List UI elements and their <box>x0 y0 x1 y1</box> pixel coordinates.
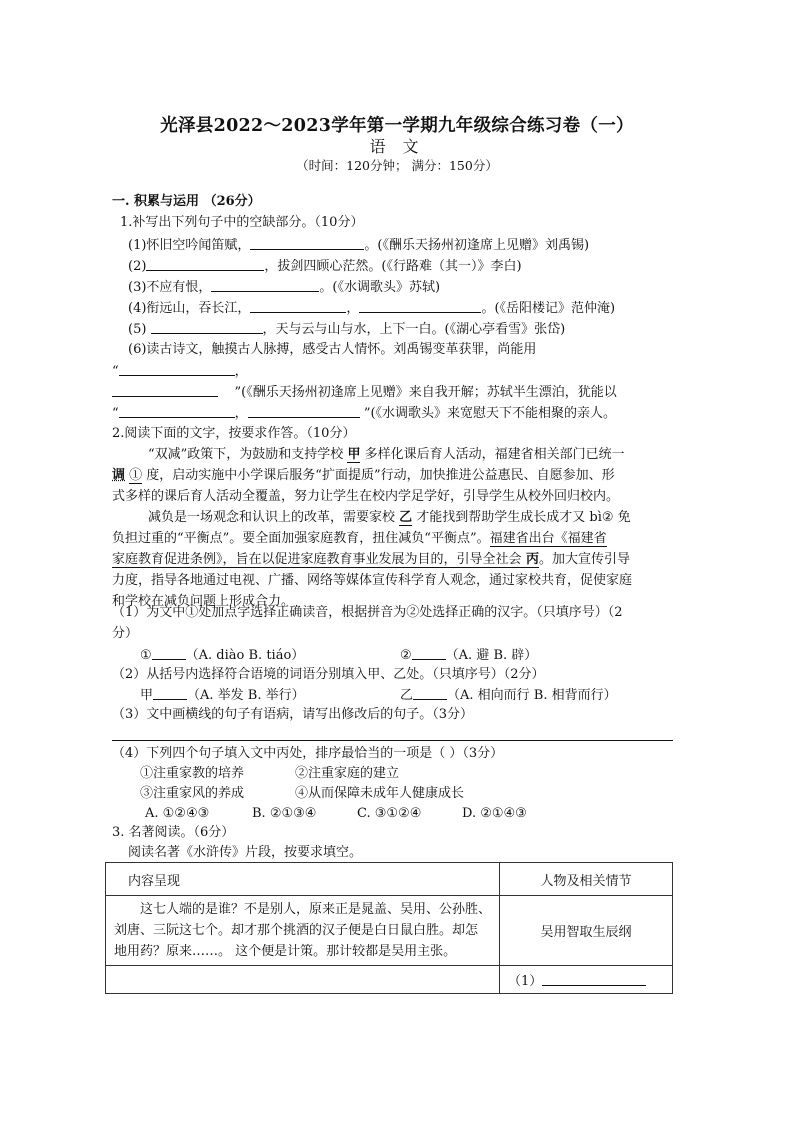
answer-blank[interactable] <box>151 320 263 334</box>
q2-sub1-stem-cont: 分） <box>112 626 139 641</box>
table-cell-excerpt <box>106 896 500 966</box>
answer-blank[interactable] <box>153 686 187 700</box>
dotted-char-diao: 调 <box>112 468 126 483</box>
excerpt-line: 刘唐、三阮这七个。却才那个挑酒的汉子便是白日鼠白胜。却怎 <box>114 923 479 938</box>
passage-text: 负担过重的“平衡点”。要全面加强家庭教育，扭住减负“平衡点”。 <box>112 531 490 546</box>
q1-l5-source: ，天与云与山与水，上下一白。(《湖心亭看雪》张岱) <box>262 322 566 337</box>
q1-l2-text: (2) <box>128 259 147 274</box>
option-choices: （A. 相向而行 B. 相背而行） <box>447 688 617 703</box>
table-row <box>106 966 673 994</box>
q1-l4-text: (4)衔远山，吞长江， <box>128 301 251 316</box>
q3-intro: 阅读名著《水浒传》片段，按要求填空。 <box>128 845 363 860</box>
option-choices: （A. 避 B. 辟） <box>445 648 538 663</box>
q2-sub1-options-2 <box>400 646 537 665</box>
table-row <box>106 896 673 966</box>
q2-sub3-stem: （3）文中画横线的句子有语病，请写出修改后的句子。（3分） <box>112 707 474 722</box>
answer-blank[interactable] <box>248 404 360 418</box>
excerpt-line: 地用药？原来……。 这个便是计策。那计较都是吴用主张。 <box>114 944 457 959</box>
passage-text: 度，启动实施中小学课后服务“扩面提质”行动，加快推进公益惠民、自愿参加、形 <box>142 468 615 483</box>
q2-sub1-options <box>140 646 304 665</box>
q2-sub4-item-4: ④从而保障未成年人健康成长 <box>295 786 465 801</box>
answer-blank[interactable] <box>152 646 186 660</box>
exam-title: 光泽县2022～2023学年第一学期九年级综合练习卷（一） <box>160 116 634 136</box>
answer-blank[interactable] <box>412 646 446 660</box>
q1-l3-text: (3)不应有恨， <box>128 280 212 295</box>
answer-blank[interactable] <box>250 236 364 250</box>
passage-text: 减负是一场观念和认识上的改革，需要家校 <box>148 510 400 525</box>
q2-p2-line-3 <box>112 551 630 569</box>
option-label: ① <box>140 648 152 663</box>
answer-blank[interactable] <box>542 972 646 986</box>
q2-p1-line-2 <box>112 467 615 485</box>
open-quote: “ <box>112 364 119 379</box>
table-cell-answer <box>500 966 673 994</box>
q1-line-3 <box>128 278 440 297</box>
table-header-content: 内容呈现 <box>106 863 500 896</box>
q2-sub4-item-2: ②注重家庭的建立 <box>295 766 400 781</box>
passage-text: 多样化课后育人活动，福建省相关部门已统一 <box>360 447 625 462</box>
q2-stem: 2.阅读下面的文字，按要求作答。（10分） <box>112 426 356 441</box>
option-choices: （A. diào B. tiáo） <box>185 648 305 663</box>
answer-blank[interactable] <box>413 686 447 700</box>
mark-bing: 丙 <box>521 552 540 567</box>
q2-sub1-stem: （1）为文中①处加点字选择正确读音，根据拼音为②处选择正确的汉字。（只填序号）（2 <box>112 605 623 620</box>
q1-line-4 <box>128 299 615 318</box>
q1-l5-text: (5) <box>128 322 151 337</box>
q1-line-2 <box>128 257 522 276</box>
q2-sub4-option-d: D. ②①④③ <box>462 806 527 821</box>
q1-line-9 <box>112 404 616 423</box>
exam-subject: 语 文 <box>369 137 425 156</box>
table-header-plot: 人物及相关情节 <box>500 863 673 896</box>
q2-p1-line-1 <box>148 446 625 464</box>
q2-p1-line-3: 式多样的课后育人活动全覆盖，努力让学生在校内学足学好，引导学生从校外回归校内。 <box>112 489 620 504</box>
q2-p2-line-1 <box>148 509 631 527</box>
option-label: 甲 <box>140 688 154 703</box>
q1-l1-source: 。(《酬乐天扬州初逢席上见赠》刘禹锡) <box>364 238 590 253</box>
q1-l8-text: ”(《酬乐天扬州初逢席上见赠》来自我开解；苏轼半生漂泊，犹能以 <box>234 385 617 400</box>
table-header-row <box>106 863 673 896</box>
table-cell-empty[interactable] <box>106 966 500 994</box>
option-label: 乙 <box>400 688 414 703</box>
q1-stem: 1.补写出下列句子中的空缺部分。（10分） <box>120 215 364 230</box>
q1-line-5 <box>128 320 565 339</box>
comma: ， <box>234 406 248 421</box>
q2-p2-line-2 <box>112 530 607 548</box>
answer-blank[interactable] <box>146 257 264 271</box>
option-choices: （A. 举发 B. 举行） <box>187 688 305 703</box>
q1-l2-source: ，拔剑四顾心茫然。(《行路难（其一）》李白) <box>264 259 522 274</box>
answer-blank[interactable] <box>119 404 235 418</box>
q1-line-8 <box>112 383 617 402</box>
q2-sub4-option-c: C. ③①②④ <box>357 806 422 821</box>
answer-blank[interactable] <box>359 299 481 313</box>
option-label: ② <box>400 648 412 663</box>
q1-l4-source: 。(《岳阳楼记》范仲淹) <box>481 301 616 316</box>
q2-sub4-item-1: ①注重家教的培养 <box>140 766 245 781</box>
excerpt-line: 这七人端的是谁？不是别人，原来正是晁盖、吴用、公孙胜、 <box>140 902 492 917</box>
mark-1: ① <box>129 468 143 483</box>
q1-l3-source: 。(《水调歌头》苏轼) <box>319 280 441 295</box>
q1-line-1 <box>128 236 589 255</box>
answer-label: （1） <box>508 974 543 989</box>
q2-p2-line-4: 力度，指导各地通过电视、广播、网络等媒体宣传科学育人观念，通过家校共育，促使家庭 <box>112 573 633 588</box>
comma: ， <box>234 364 248 379</box>
q1-l9-text: ”(《水调歌头》来宽慰天下不能相聚的亲人。 <box>363 406 617 421</box>
q2-sub4-stem: （4）下列四个句子填入文中丙处，排序最恰当的一项是（ ）（3分） <box>112 746 504 761</box>
mark-yi: 乙 <box>399 510 413 525</box>
answer-blank[interactable] <box>211 278 319 292</box>
underlined-sentence: 福建省出台《福建省 <box>489 531 607 546</box>
q2-sub4-option-a: A. ①②④③ <box>145 806 210 821</box>
passage-text: “双减”政策下，为鼓励和支持学校 <box>148 447 348 462</box>
answer-line[interactable] <box>112 740 673 741</box>
mark-jia: 甲 <box>347 447 361 462</box>
section-heading: 一. 积累与运用 （26分） <box>112 194 261 209</box>
q1-l1-text: (1)怀旧空吟闻笛赋， <box>128 238 251 253</box>
q2-sub2-options-2 <box>400 686 617 705</box>
q2-sub4-item-3: ③注重家风的养成 <box>140 786 245 801</box>
passage-text: 才能找到帮助学生成长成才又 bì② 免 <box>412 510 631 525</box>
open-quote: “ <box>112 406 119 421</box>
q2-sub2-options <box>140 686 305 705</box>
q1-line-7 <box>112 362 248 381</box>
passage-text: 。加大宣传引导 <box>539 552 631 567</box>
answer-blank[interactable] <box>250 299 346 313</box>
q2-sub2-stem: （2）从括号内选择符合语境的词语分别填入甲、乙处。（只填序号）（2分） <box>112 667 545 682</box>
q2-sub4-option-b: B. ②①③④ <box>252 806 317 821</box>
answer-blank[interactable] <box>119 362 235 376</box>
underlined-sentence: 家庭教育促进条例》，旨在以促进家庭教育事业发展为目的，引导全社会 <box>112 552 522 567</box>
q1-l4-comma: ， <box>346 301 360 316</box>
reading-table <box>105 862 673 994</box>
q3-stem: 3. 名著阅读。（6分） <box>112 825 235 840</box>
table-cell-plot: 吴用智取生辰纲 <box>500 896 673 966</box>
exam-time-info: （时间：120分钟； 满分：150分） <box>296 158 498 173</box>
q2-p2-line-5: 和学校在减负问题上形成合力。 <box>112 594 295 609</box>
answer-blank[interactable] <box>112 383 218 397</box>
q1-line-6: (6)读古诗文，触摸古人脉搏，感受古人情怀。刘禹锡变革获罪，尚能用 <box>128 342 537 357</box>
